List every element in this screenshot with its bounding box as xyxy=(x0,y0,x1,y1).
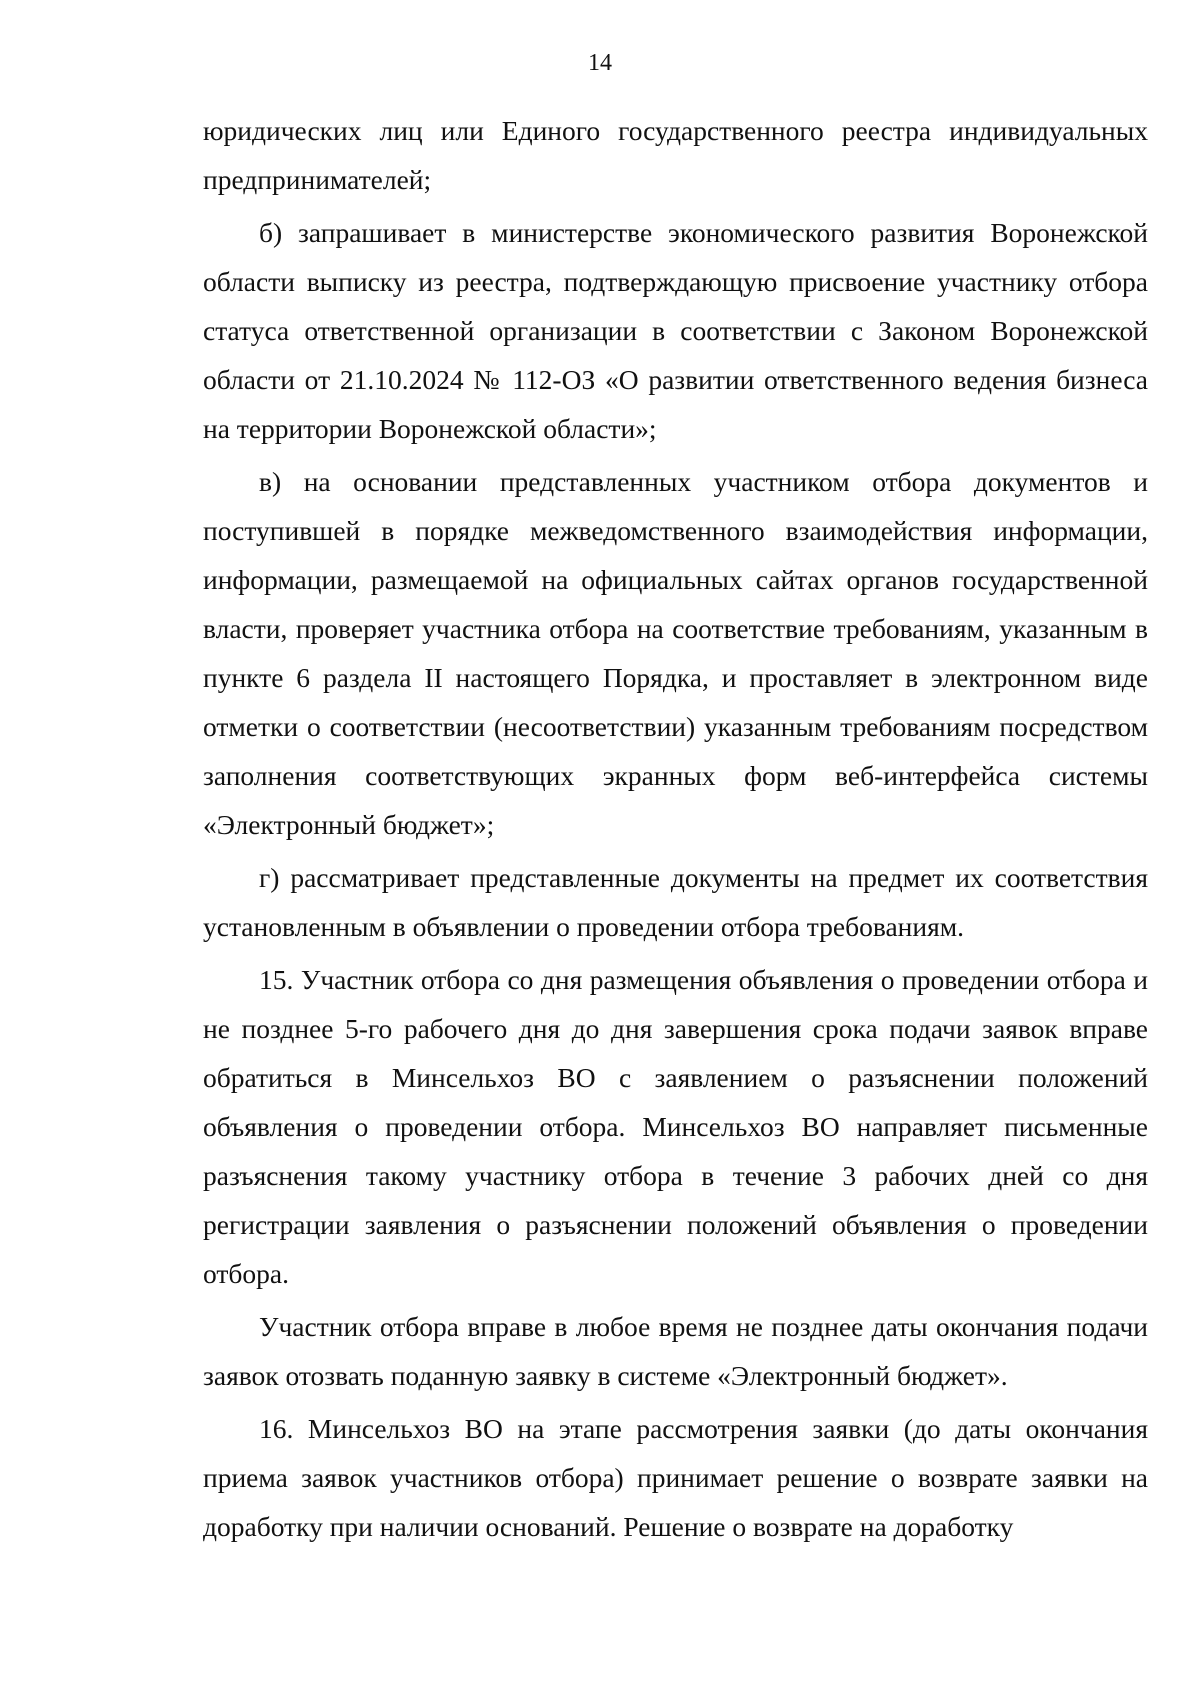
paragraph-clause-16: 16. Минсельхоз ВО на этапе рассмотрения заявки (до даты окончания приема заявок участников отбора) принимает решение о возврате заявки на доработку при наличии оснований. Решение о возврате на доработку xyxy=(203,1413,1148,1542)
paragraph-item-b: б) запрашивает в министерстве экономического развития Воронежской области выписку из реестра, подтверждающую присвоение участнику отбора статуса ответственной организации в соответствии с Законом Воронежской области от 21.10.2024 № 112-ОЗ «О развитии ответственного ведения бизнеса на территории Воронежской области»; xyxy=(203,217,1148,444)
paragraph-clause-15: 15. Участник отбора со дня размещения объявления о проведении отбора и не позднее 5-го рабочего дня до дня завершения срока подачи заявок вправе обратиться в Минсельхоз ВО с заявлением о разъяснении положений объявления о проведении отбора. Минсельхоз ВО направляет письменные разъяснения такому участнику отбора в течение 3 рабочих дней со дня регистрации заявления о разъяснении положений объявления о проведении отбора. xyxy=(203,964,1148,1289)
paragraph-continuation: юридических лиц или Единого государственного реестра индивидуальных предпринимателей; xyxy=(203,115,1148,195)
paragraph-item-v: в) на основании представленных участником отбора документов и поступившей в порядке межведомственного взаимодействия информации, информации, размещаемой на официальных сайтах органов государственной власти, проверяет участника отбора на соответствие требованиям, указанным в пункте 6 раздела II настоящего Порядка, и проставляет в электронном виде отметки о соответствии (несоответствии) указанным требованиям посредством заполнения соответствующих экранных форм веб-интерфейса системы «Электронный бюджет»; xyxy=(203,466,1148,840)
paragraph-item-g: г) рассматривает представленные документы на предмет их соответствия установленным в объявлении о проведении отбора требованиям. xyxy=(203,862,1148,942)
paragraph-withdrawal: Участник отбора вправе в любое время не позднее даты окончания подачи заявок отозвать поданную заявку в системе «Электронный бюджет». xyxy=(203,1311,1148,1391)
document-body xyxy=(203,106,1148,1551)
page-number: 14 xyxy=(588,50,612,76)
